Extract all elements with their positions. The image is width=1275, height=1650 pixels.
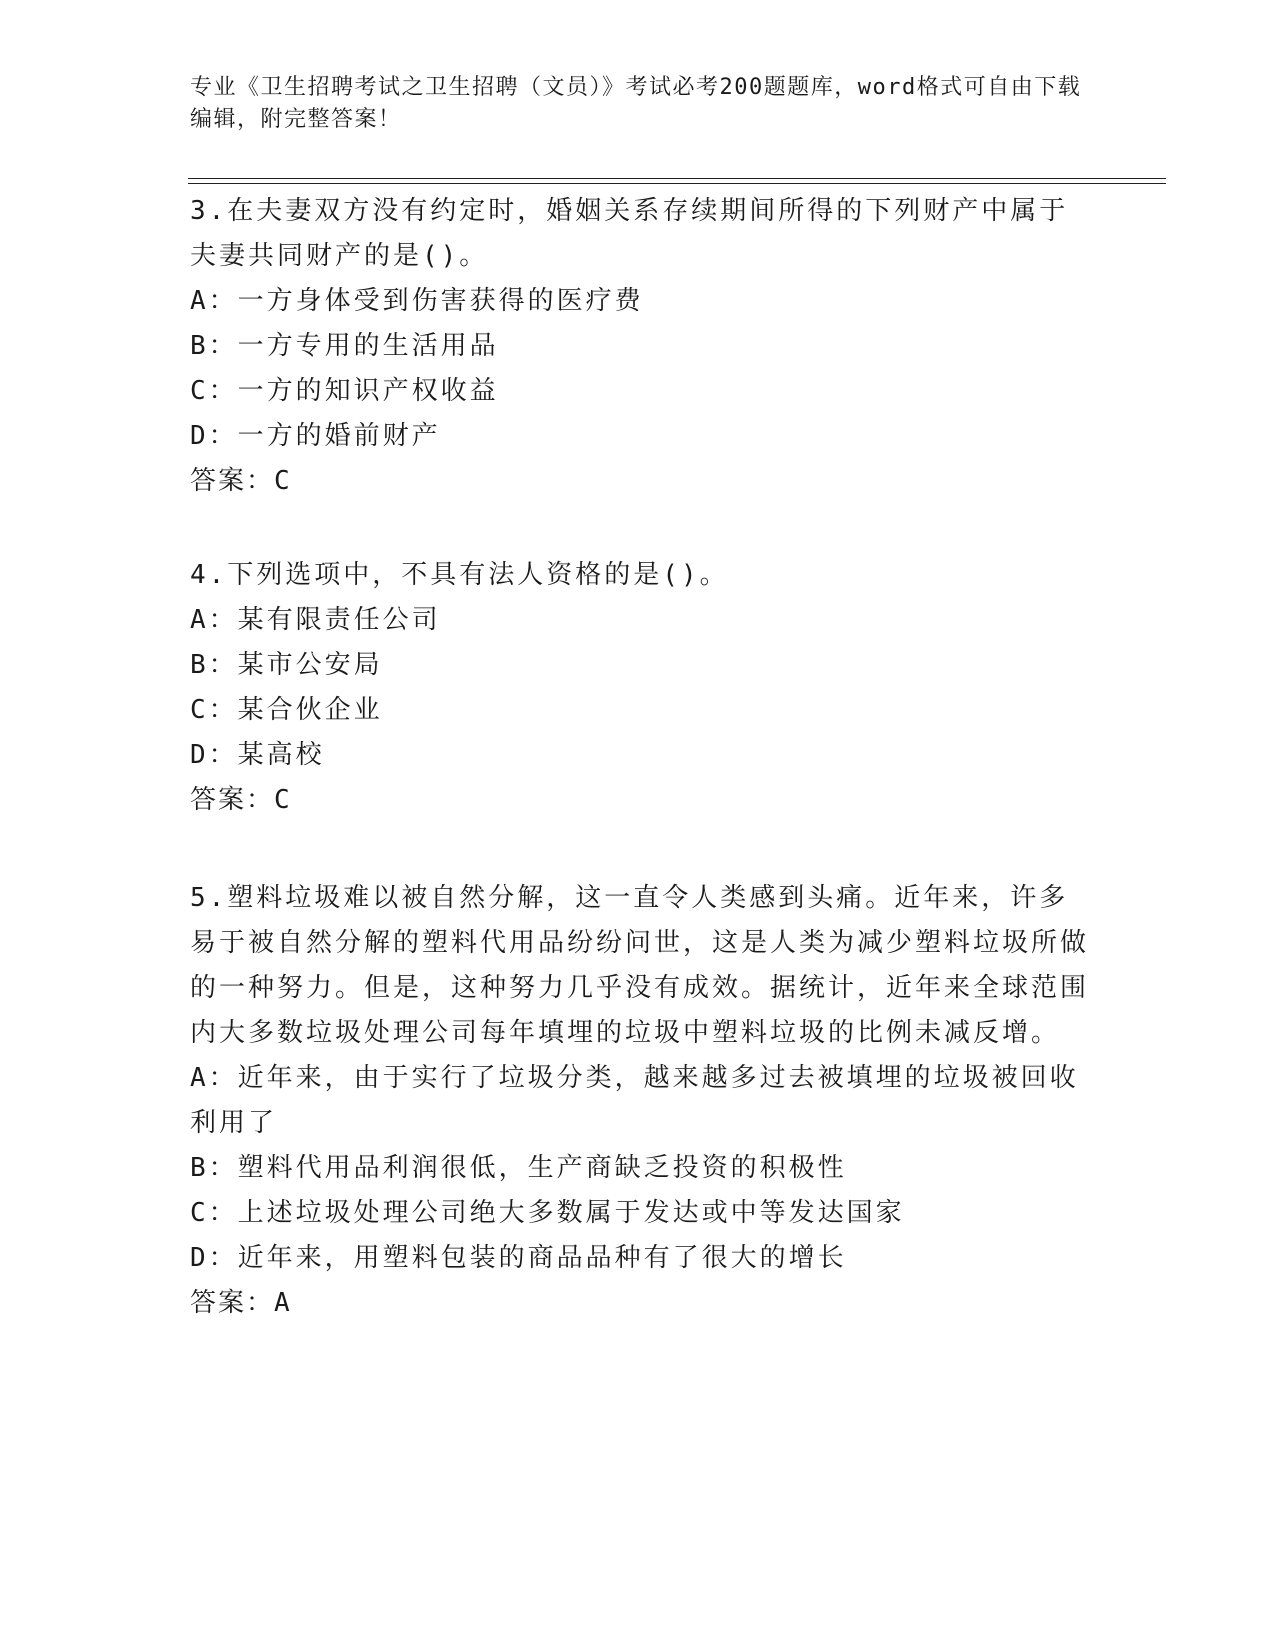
question-block bbox=[190, 189, 1090, 504]
header-divider-bottom bbox=[188, 183, 1166, 184]
option-c: C：一方的知识产权收益 bbox=[190, 376, 499, 406]
option-c: C：某合伙企业 bbox=[190, 695, 383, 725]
option-d: D：一方的婚前财产 bbox=[190, 421, 441, 451]
option-b: B：塑料代用品利润很低，生产商缺乏投资的积极性 bbox=[190, 1153, 847, 1183]
option-a: A：一方身体受到伤害获得的医疗费 bbox=[190, 286, 644, 316]
option-a: A：近年来，由于实行了垃圾分类，越来越多过去被填埋的垃圾被回收利用了 bbox=[190, 1063, 1079, 1138]
question-stem: 5.塑料垃圾难以被自然分解，这一直令人类感到头痛。近年来，许多易于被自然分解的塑料代用品纷纷问世，这是人类为减少塑料垃圾所做的一种努力。但是，这种努力几乎没有成效。据统计，近年来全球范围内大多数垃圾处理公司每年填埋的垃圾中塑料垃圾的比例未减反增。 bbox=[190, 883, 1090, 1048]
question-stem: 4.下列选项中，不具有法人资格的是()。 bbox=[190, 560, 729, 590]
question-block bbox=[190, 553, 1090, 823]
answer-label: 答案： bbox=[190, 1288, 275, 1318]
answer-value: C bbox=[274, 466, 292, 496]
answer-line bbox=[190, 459, 1090, 504]
answer-line bbox=[190, 1281, 1090, 1326]
option-d: D：某高校 bbox=[190, 740, 325, 770]
option-d: D：近年来，用塑料包装的商品品种有了很大的增长 bbox=[190, 1243, 847, 1273]
option-b: B：一方专用的生活用品 bbox=[190, 331, 499, 361]
option-b: B：某市公安局 bbox=[190, 650, 383, 680]
answer-value: A bbox=[274, 1288, 292, 1318]
option-a: A：某有限责任公司 bbox=[190, 605, 441, 635]
question-stem: 3.在夫妻双方没有约定时，婚姻关系存续期间所得的下列财产中属于夫妻共同财产的是()。 bbox=[190, 196, 1069, 271]
header-divider-top bbox=[188, 178, 1166, 179]
option-c: C：上述垃圾处理公司绝大多数属于发达或中等发达国家 bbox=[190, 1198, 905, 1228]
answer-line bbox=[190, 778, 1090, 823]
answer-value: C bbox=[274, 785, 292, 815]
question-block bbox=[190, 876, 1090, 1326]
answer-label: 答案： bbox=[190, 466, 275, 496]
answer-label: 答案： bbox=[190, 785, 275, 815]
document-intro: 专业《卫生招聘考试之卫生招聘（文员）》考试必考200题题库，word格式可自由下载编辑，附完整答案！ bbox=[190, 75, 1082, 132]
